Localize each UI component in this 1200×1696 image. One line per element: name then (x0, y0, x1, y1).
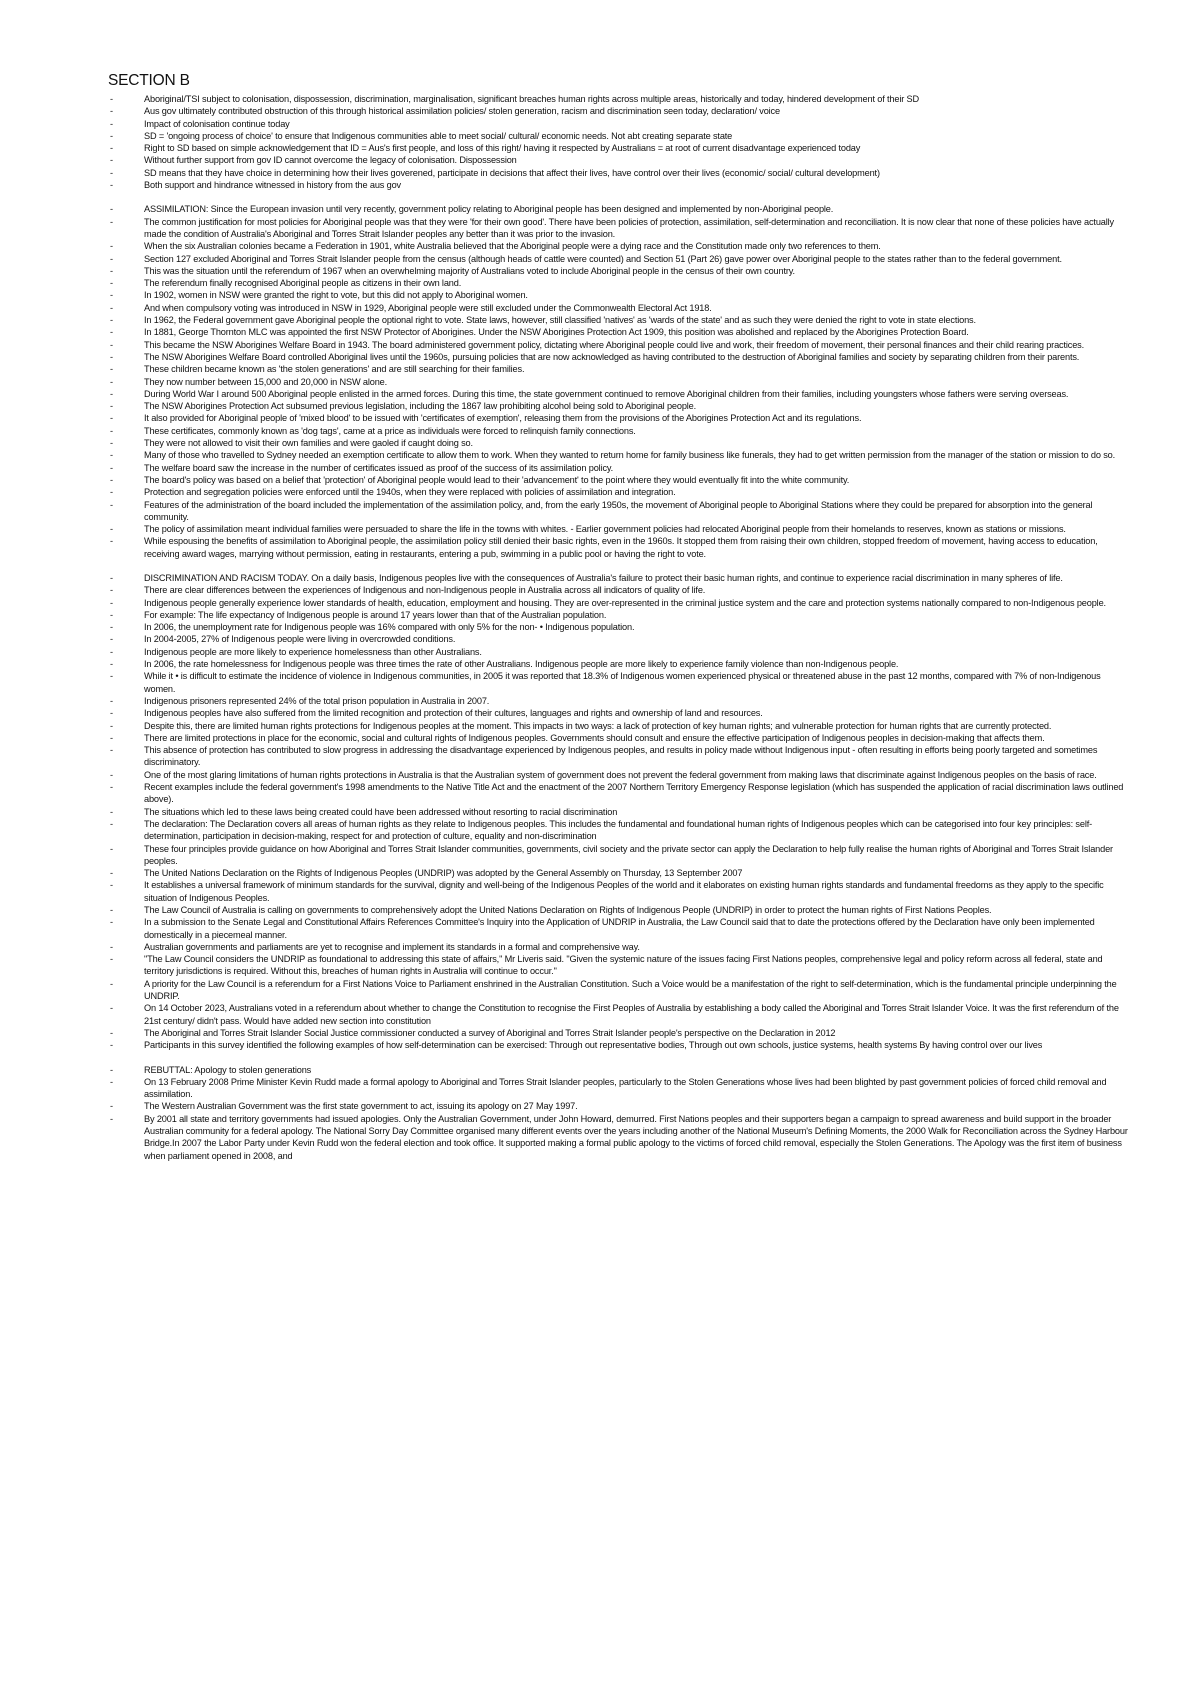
bullet-item: - In 2006, the rate homelessness for Indigenous people was three times the rate of other Australians. Indigenous people are more likely to experience family violence than non-Indigenous people. (108, 658, 1128, 670)
bullet-item: - Indigenous people are more likely to experience homelessness than other Australians. (108, 646, 1128, 658)
bullet-section (108, 93, 1128, 191)
bullet-item: - It also provided for Aboriginal people of 'mixed blood' to be issued with 'certificates of exemption', releasing them from the provisions of the Aborigines Protection Act and its regulations. (108, 412, 1128, 424)
bullet-item: - Indigenous prisoners represented 24% of the total prison population in Australia in 2007. (108, 695, 1128, 707)
bullet-item: - A priority for the Law Council is a referendum for a First Nations Voice to Parliament enshrined in the Australian Constitution. Such a Voice would be a manifestation of the right to self-determination, which is the fundamental principle underpinning the UNDRIP. (108, 978, 1128, 1003)
section-heading: SECTION B (108, 72, 190, 89)
bullet-item: - In 2004-2005, 27% of Indigenous people were living in overcrowded conditions. (108, 633, 1128, 645)
bullet-item: - On 13 February 2008 Prime Minister Kevin Rudd made a formal apology to Aboriginal and Torres Strait Islander peoples, particularly to the Stolen Generations whose lives had been blighted by past government policies of forced child removal and assimilation. (108, 1076, 1128, 1101)
bullet-item: - The declaration: The Declaration covers all areas of human rights as they relate to Indigenous peoples. This includes the fundamental and foundational human rights of Indigenous peoples which can be categorised into four key principles: self-determination, participation in decision-making, respect for and protection of culture, equality and non-discrimination (108, 818, 1128, 843)
bullet-item: - The referendum finally recognised Aboriginal people as citizens in their own land. (108, 277, 1128, 289)
bullet-item: - The United Nations Declaration on the Rights of Indigenous Peoples (UNDRIP) was adopted by the General Assembly on Thursday, 13 September 2007 (108, 867, 1128, 879)
bullet-item: - There are clear differences between the experiences of Indigenous and non-Indigenous people in Australia across all indicators of quality of life. (108, 584, 1128, 596)
bullet-item: - These certificates, commonly known as 'dog tags', came at a price as individuals were forced to relinquish family connections. (108, 425, 1128, 437)
bullet-item: - Right to SD based on simple acknowledgement that ID = Aus's first people, and loss of this right/ having it respected by Australians = at root of current disadvantage experienced today (108, 142, 1128, 154)
bullet-item: - In 1881, George Thornton MLC was appointed the first NSW Protector of Aborigines. Under the NSW Aborigines Protection Act 1909, this position was abolished and replaced by the Aborigines Protection Board. (108, 326, 1128, 338)
bullet-item: - The situations which led to these laws being created could have been addressed without resorting to racial discrimination (108, 806, 1128, 818)
bullet-item: - One of the most glaring limitations of human rights protections in Australia is that the Australian system of government does not prevent the federal government from making laws that discriminate against Indigenous peoples on the basis of race. (108, 769, 1128, 781)
bullet-item: - DISCRIMINATION AND RACISM TODAY. On a daily basis, Indigenous peoples live with the consequences of Australia's failure to protect their basic human rights, and continue to experience racial discrimination in many spheres of life. (108, 572, 1128, 584)
bullet-item: - Both support and hindrance witnessed in history from the aus gov (108, 179, 1128, 191)
bullet-item: - Many of those who travelled to Sydney needed an exemption certificate to allow them to work. When they wanted to return home for family business like funerals, they had to get written permission from the manager of the station or mission to do so. (108, 449, 1128, 461)
bullet-item: - In 1902, women in NSW were granted the right to vote, but this did not apply to Aboriginal women. (108, 289, 1128, 301)
bullet-item: - Without further support from gov ID cannot overcome the legacy of colonisation. Dispossession (108, 154, 1128, 166)
bullet-item: - On 14 October 2023, Australians voted in a referendum about whether to change the Constitution to recognise the First Peoples of Australia by establishing a body called the Aboriginal and Torres Strait Islander Voice. It was the first referendum of the 21st century/ didn't pass. Would have added new section into constitution (108, 1002, 1128, 1027)
bullet-item: - In 2006, the unemployment rate for Indigenous people was 16% compared with only 5% for the non- • Indigenous population. (108, 621, 1128, 633)
bullet-item: - For example: The life expectancy of Indigenous people is around 17 years lower than that of the Australian population. (108, 609, 1128, 621)
document-body (108, 93, 1128, 1162)
bullet-item: - The welfare board saw the increase in the number of certificates issued as proof of the success of its assimilation policy. (108, 462, 1128, 474)
bullet-item: - Aus gov ultimately contributed obstruction of this through historical assimilation policies/ stolen generation, racism and discrimination seen today, declaration/ voice (108, 105, 1128, 117)
bullet-item: - During World War I around 500 Aboriginal people enlisted in the armed forces. During this time, the state government continued to remove Aboriginal children from their families, including youngsters whose fathers were serving overseas. (108, 388, 1128, 400)
bullet-item: - Impact of colonisation continue today (108, 118, 1128, 130)
bullet-item: - This became the NSW Aborigines Welfare Board in 1943. The board administered government policy, dictating where Aboriginal people could live and work, their freedom of movement, their personal finances and their child rearing practices. (108, 339, 1128, 351)
bullet-item: - They were not allowed to visit their own families and were gaoled if caught doing so. (108, 437, 1128, 449)
bullet-item: - The NSW Aborigines Protection Act subsumed previous legislation, including the 1867 law prohibiting alcohol being sold to Aboriginal people. (108, 400, 1128, 412)
bullet-item: - Recent examples include the federal government's 1998 amendments to the Native Title Act and the enactment of the 2007 Northern Territory Emergency Response legislation (which has suspended the application of racial discrimination laws outlined above). (108, 781, 1128, 806)
bullet-item: - These children became known as 'the stolen generations' and are still searching for their families. (108, 363, 1128, 375)
bullet-item: - By 2001 all state and territory governments had issued apologies. Only the Australian Government, under John Howard, demurred. First Nations peoples and their supporters began a campaign to spread awareness and build support in the broader Australian community for a federal apology. The National Sorry Day Committee organised many different events over the years including another of the National Museum's Defining Moments, the 2000 Walk for Reconciliation across the Sydney Harbour Bridge.In 2007 the Labor Party under Kevin Rudd won the federal election and took office. It supported making a formal public apology to the victims of forced child removal, especially the Stolen Generations. The Apology was the first item of business when parliament opened in 2008, and (108, 1113, 1128, 1162)
bullet-item: - While it • is difficult to estimate the incidence of violence in Indigenous communities, in 2005 it was reported that 18.3% of Indigenous women experienced physical or threatened abuse in the past 12 months, compared with 7% of non-Indigenous women. (108, 670, 1128, 695)
bullet-item: - The Law Council of Australia is calling on governments to comprehensively adopt the United Nations Declaration on Rights of Indigenous People (UNDRIP) in order to protect the human rights of First Nations Peoples. (108, 904, 1128, 916)
bullet-item: - This absence of protection has contributed to slow progress in addressing the disadvantage experienced by Indigenous peoples, and results in policy made without Indigenous input - often resulting in efforts being poorly targeted and sometimes discriminatory. (108, 744, 1128, 769)
bullet-item: - Protection and segregation policies were enforced until the 1940s, when they were replaced with policies of assimilation and integration. (108, 486, 1128, 498)
bullet-item: - The policy of assimilation meant individual families were persuaded to share the life in the towns with whites. - Earlier government policies had relocated Aboriginal people from their homelands to reserves, known as stations or missions. (108, 523, 1128, 535)
bullet-item: - SD = 'ongoing process of choice' to ensure that Indigenous communities able to meet social/ cultural/ economic needs. Not abt creating separate state (108, 130, 1128, 142)
bullet-item: - Section 127 excluded Aboriginal and Torres Strait Islander people from the census (although heads of cattle were counted) and Section 51 (Part 26) gave power over Aboriginal people to the states rather than to the federal government. (108, 253, 1128, 265)
bullet-item: - They now number between 15,000 and 20,000 in NSW alone. (108, 376, 1128, 388)
bullet-item: - Australian governments and parliaments are yet to recognise and implement its standards in a formal and comprehensive way. (108, 941, 1128, 953)
bullet-section (108, 572, 1128, 1052)
bullet-item: - The Aboriginal and Torres Strait Islander Social Justice commissioner conducted a survey of Aboriginal and Torres Strait Islander people's perspective on the Declaration in 2012 (108, 1027, 1128, 1039)
bullet-item: - The NSW Aborigines Welfare Board controlled Aboriginal lives until the 1960s, pursuing policies that are now acknowledged as having contributed to the destruction of Aboriginal families and society by separating children from their parents. (108, 351, 1128, 363)
bullet-item: - Indigenous people generally experience lower standards of health, education, employment and housing. They are over-represented in the criminal justice system and the care and protection systems nationally compared to non-Indigenous people. (108, 597, 1128, 609)
bullet-section (108, 1064, 1128, 1162)
bullet-item: - Indigenous peoples have also suffered from the limited recognition and protection of their cultures, languages and rights and ownership of land and resources. (108, 707, 1128, 719)
bullet-item: - And when compulsory voting was introduced in NSW in 1929, Aboriginal people were still excluded under the Commonwealth Electoral Act 1918. (108, 302, 1128, 314)
bullet-item: - "The Law Council considers the UNDRIP as foundational to addressing this state of affairs," Mr Liveris said. "Given the systemic nature of the issues facing First Nations peoples, comprehensive legal and policy reform across all federal, state and territory jurisdictions is required. Without this, breaches of human rights in Australia will continue to occur." (108, 953, 1128, 978)
bullet-item: - The common justification for most policies for Aboriginal people was that they were 'for their own good'. There have been policies of protection, assimilation, self-determination and reconciliation. It is now clear that none of these policies have actually made the condition of Australia's Aboriginal and Torres Strait Islander peoples any better than it was prior to the invasion. (108, 216, 1128, 241)
bullet-item: - The board's policy was based on a belief that 'protection' of Aboriginal people would lead to their 'advancement' to the point where they would eventually fit into the white community. (108, 474, 1128, 486)
bullet-item: - SD means that they have choice in determining how their lives goverened, participate in decisions that affect their lives, have control over their lives (economic/ social/ cultural development) (108, 167, 1128, 179)
bullet-item: - ASSIMILATION: Since the European invasion until very recently, government policy relating to Aboriginal people has been designed and implemented by non-Aboriginal people. (108, 203, 1128, 215)
bullet-item: - Features of the administration of the board included the implementation of the assimilation policy, and, from the early 1950s, the movement of Aboriginal people to Aboriginal Stations where they could be prepared for absorption into the general community. (108, 499, 1128, 524)
bullet-item: - It establishes a universal framework of minimum standards for the survival, dignity and well-being of the Indigenous Peoples of the world and it elaborates on existing human rights standards and fundamental freedoms as they apply to the specific situation of Indigenous Peoples. (108, 879, 1128, 904)
document-page (108, 72, 1128, 1162)
bullet-item: - There are limited protections in place for the economic, social and cultural rights of Indigenous peoples. Governments should consult and ensure the effective participation of Indigenous peoples in decision-making that affects them. (108, 732, 1128, 744)
bullet-item: - While espousing the benefits of assimilation to Aboriginal people, the assimilation policy still denied their basic rights, even in the 1960s. It stopped them from raising their own children, stopped freedom of movement, having access to education, receiving award wages, marrying without permission, eating in restaurants, entering a pub, swimming in a public pool or having the right to vote. (108, 535, 1128, 560)
bullet-item: - When the six Australian colonies became a Federation in 1901, white Australia believed that the Aboriginal people were a dying race and the Constitution made only two references to them. (108, 240, 1128, 252)
bullet-item: - The Western Australian Government was the first state government to act, issuing its apology on 27 May 1997. (108, 1100, 1128, 1112)
bullet-section (108, 203, 1128, 560)
bullet-item: - In a submission to the Senate Legal and Constitutional Affairs References Committee's Inquiry into the Application of UNDRIP in Australia, the Law Council said that to date the protections offered by the Declaration have only been implemented domestically in a piecemeal manner. (108, 916, 1128, 941)
bullet-item: - In 1962, the Federal government gave Aboriginal people the optional right to vote. State laws, however, still classified 'natives' as 'wards of the state' and as such they were denied the right to vote in state elections. (108, 314, 1128, 326)
bullet-item: - Participants in this survey identified the following examples of how self-determination can be exercised: Through out representative bodies, Through out own schools, justice systems, health systems By having control over our lives (108, 1039, 1128, 1051)
bullet-item: - Despite this, there are limited human rights protections for Indigenous peoples at the moment. This impacts in two ways: a lack of protection of key human rights; and vulnerable protection for human rights that are currently protected. (108, 720, 1128, 732)
bullet-item: - This was the situation until the referendum of 1967 when an overwhelming majority of Australians voted to include Aboriginal people in the census of their own country. (108, 265, 1128, 277)
bullet-item: - Aboriginal/TSI subject to colonisation, dispossession, discrimination, marginalisation, significant breaches human rights across multiple areas, historically and today, hindered development of their SD (108, 93, 1128, 105)
bullet-item: - These four principles provide guidance on how Aboriginal and Torres Strait Islander communities, governments, civil society and the private sector can apply the Declaration to help fully realise the human rights of Aboriginal and Torres Strait Islander peoples. (108, 843, 1128, 868)
bullet-item: - REBUTTAL: Apology to stolen generations (108, 1064, 1128, 1076)
